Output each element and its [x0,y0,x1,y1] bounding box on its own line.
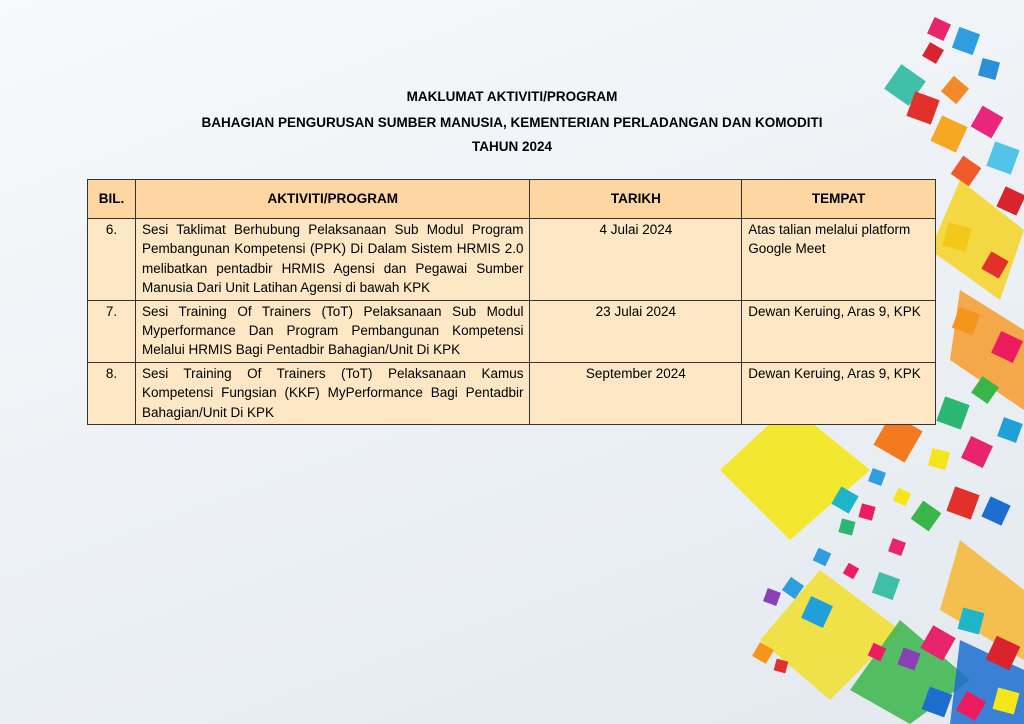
row-number: 8. [88,362,136,424]
column-header-bil: BIL. [88,180,136,219]
row-date: September 2024 [530,362,742,424]
title-line-2: BAHAGIAN PENGURUSAN SUMBER MANUSIA, KEMENTERIAN PERLADANGAN DAN KOMODITI [201,115,823,130]
row-number: 7. [88,300,136,362]
title-line-1: MAKLUMAT AKTIVITI/PROGRAM [406,89,618,104]
table-row [88,362,936,424]
row-program: Sesi Taklimat Berhubung Pelaksanaan Sub Modul Program Pembangunan Kompetensi (PPK) Di Dalam Sistem HRMIS 2.0 melibatkan pentadbir HRMIS Agensi dan Pegawai Sumber Manusia Dari Unit Latihan Agensi di bawah KPK [135,219,530,301]
column-header-place: TEMPAT [742,180,936,219]
row-date: 4 Julai 2024 [530,219,742,301]
row-program: Sesi Training Of Trainers (ToT) Pelaksanaan Kamus Kompetensi Fungsian (KKF) MyPerformance Bagi Pentadbir Bahagian/Unit Di KPK [135,362,530,424]
row-place: Atas talian melalui platform Google Meet [742,219,936,301]
row-number: 6. [88,219,136,301]
column-header-program: AKTIVITI/PROGRAM [135,180,530,219]
table-row [88,219,936,301]
activity-table [87,179,936,425]
row-place: Dewan Keruing, Aras 9, KPK [742,300,936,362]
table-row [88,300,936,362]
column-header-date: TARIKH [530,180,742,219]
row-place: Dewan Keruing, Aras 9, KPK [742,362,936,424]
row-date: 23 Julai 2024 [530,300,742,362]
row-program: Sesi Training Of Trainers (ToT) Pelaksanaan Sub Modul Myperformance Dan Program Pembangunan Kompetensi Melalui HRMIS Bagi Pentadbir Bahagian/Unit Di KPK [135,300,530,362]
title-line-3: TAHUN 2024 [471,139,553,154]
table-header-row [88,180,936,219]
